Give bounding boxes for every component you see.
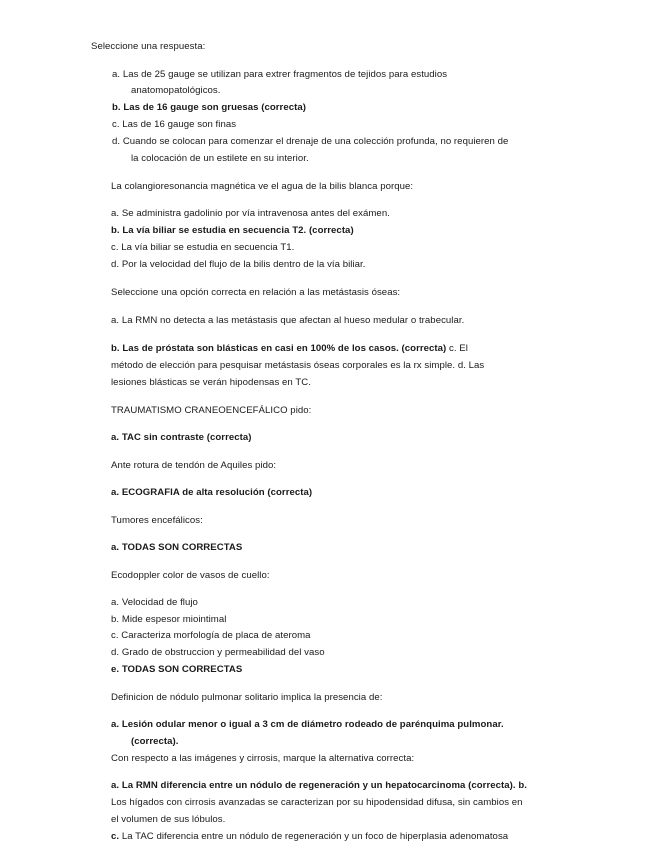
- q7-option-b: b. Mide espesor miointimal: [111, 614, 227, 625]
- q9-option-c-letter: c.: [111, 831, 120, 842]
- q7-option-e-correct: e. TODAS SON CORRECTAS: [111, 664, 243, 675]
- q4-stem: TRAUMATISMO CRANEOENCEFÁLICO pido:: [111, 405, 312, 416]
- q2-option-b-correct: b. La vía biliar se estudia en secuencia T2. (correcta): [111, 225, 354, 236]
- q7-option-d: d. Grado de obstruccion y permeabilidad del vaso: [111, 647, 325, 658]
- q8-option-a-cont: (correcta).: [131, 736, 179, 747]
- q4-option-a-correct: a. TAC sin contraste (correcta): [111, 432, 252, 443]
- q2-option-a: a. Se administra gadolinio por vía intravenosa antes del exámen.: [111, 208, 390, 219]
- q3-stem: Seleccione una opción correcta en relación a las metástasis óseas:: [111, 287, 401, 298]
- q1-option-a-cont: anatomopatológicos.: [131, 85, 221, 96]
- q9-option-b-cont: Los hígados con cirrosis avanzadas se caracterizan por su hipodensidad difusa, sin cambios en: [111, 797, 523, 808]
- q9-option-c-text: La TAC diferencia entre un nódulo de regeneración y un foco de hiperplasia adenomatosa: [119, 831, 509, 842]
- q9-option-b-cont2: el volumen de sus lóbulos.: [111, 814, 226, 825]
- q9-stem: Con respecto a las imágenes y cirrosis, marque la alternativa correcta:: [111, 753, 415, 764]
- q6-stem: Tumores encefálicos:: [111, 515, 203, 526]
- q7-option-c: c. Caracteriza morfología de placa de ateroma: [111, 630, 311, 641]
- q3-option-b-line: [111, 343, 468, 355]
- q5-stem: Ante rotura de tendón de Aquiles pido:: [111, 460, 277, 471]
- q9-option-c-line: [111, 831, 508, 843]
- intro-text: Seleccione una respuesta:: [91, 41, 206, 52]
- q6-option-a-correct: a. TODAS SON CORRECTAS: [111, 542, 243, 553]
- q8-option-a-correct: a. Lesión odular menor o igual a 3 cm de diámetro rodeado de parénquima pulmonar.: [111, 719, 504, 730]
- q1-option-d-cont: la colocación de un estilete en su interior.: [131, 153, 309, 164]
- q1-option-c: c. Las de 16 gauge son finas: [112, 119, 237, 130]
- q3-option-a: a. La RMN no detecta a las metástasis que afectan al hueso medular o trabecular.: [111, 315, 465, 326]
- q7-stem: Ecodoppler color de vasos de cuello:: [111, 570, 270, 581]
- q1-option-a: a. Las de 25 gauge se utilizan para extrer fragmentos de tejidos para estudios: [112, 69, 448, 80]
- q2-option-d: d. Por la velocidad del flujo de la bilis dentro de la vía biliar.: [111, 259, 366, 270]
- q3-option-c-start: c. El: [446, 343, 468, 354]
- q9-option-a-correct: a. La RMN diferencia entre un nódulo de regeneración y un hepatocarcinoma (correcta). b.: [111, 780, 527, 791]
- q1-option-d: d. Cuando se colocan para comenzar el drenaje de una colección profunda, no requieren de: [112, 136, 509, 147]
- q3-option-c-cont: método de elección para pesquisar metástasis óseas corporales es la rx simple. d. Las: [111, 360, 485, 371]
- q2-option-c: c. La vía biliar se estudia en secuencia T1.: [111, 242, 295, 253]
- q1-option-b-correct: b. Las de 16 gauge son gruesas (correcta): [112, 102, 306, 113]
- q3-option-b-correct: b. Las de próstata son blásticas en casi en 100% de los casos. (correcta): [111, 343, 447, 354]
- q2-stem: La colangioresonancia magnética ve el agua de la bilis blanca porque:: [111, 181, 414, 192]
- q8-stem: Definicion de nódulo pulmonar solitario implica la presencia de:: [111, 692, 383, 703]
- q7-option-a: a. Velocidad de flujo: [111, 597, 198, 608]
- q3-option-d-cont: lesiones blásticas se verán hipodensas en TC.: [111, 377, 311, 388]
- q5-option-a-correct: a. ECOGRAFIA de alta resolución (correcta): [111, 487, 313, 498]
